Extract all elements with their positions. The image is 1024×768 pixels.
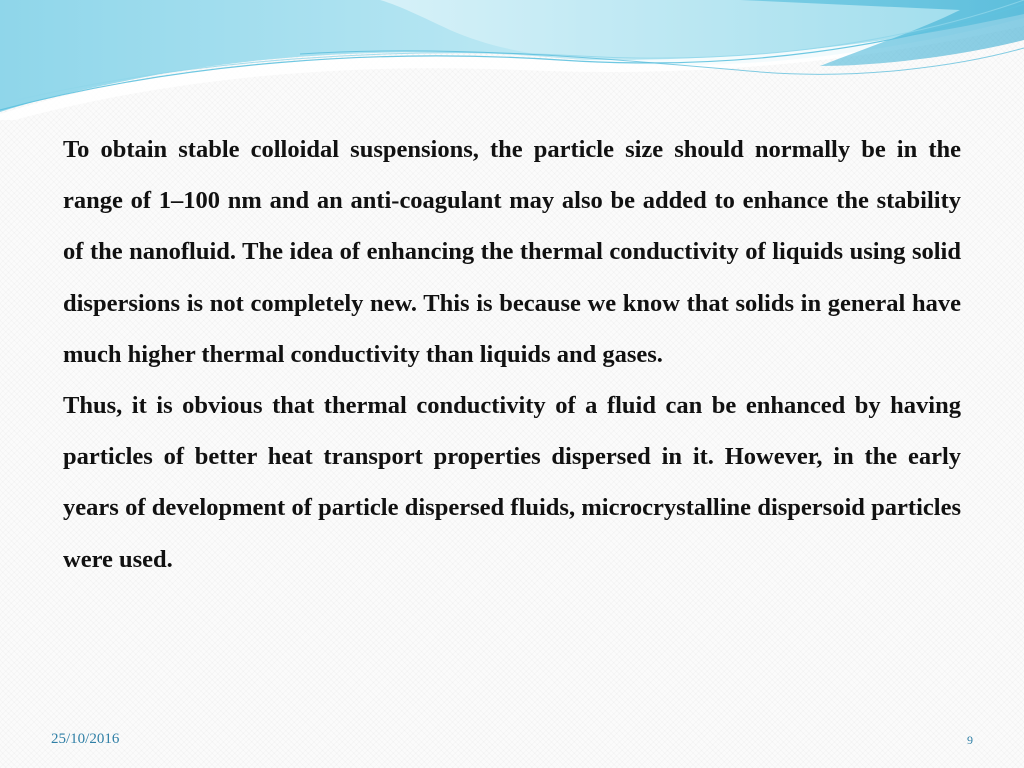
paragraph-2: Thus, it is obvious that thermal conductivity of a fluid can be enhanced by having particles of better heat transport properties dispersed in it. However, in the early years of development of particle dispersed fluids, microcrystalline dispersoid particles were used. (63, 392, 961, 573)
footer-date: 25/10/2016 (51, 731, 120, 747)
slide-body-text (63, 124, 961, 585)
header-wave-decoration (0, 0, 1024, 120)
page-number: 9 (967, 733, 973, 747)
paragraph-1: To obtain stable colloidal suspensions, the particle size should normally be in the range of 1–100 nm and an anti-coagulant may also be added to enhance the stability of the nanofluid. The idea of enhancing the thermal conductivity of liquids using solid dispersions is not completely new. This is because we know that solids in general have much higher thermal conductivity than liquids and gases. (63, 136, 961, 368)
